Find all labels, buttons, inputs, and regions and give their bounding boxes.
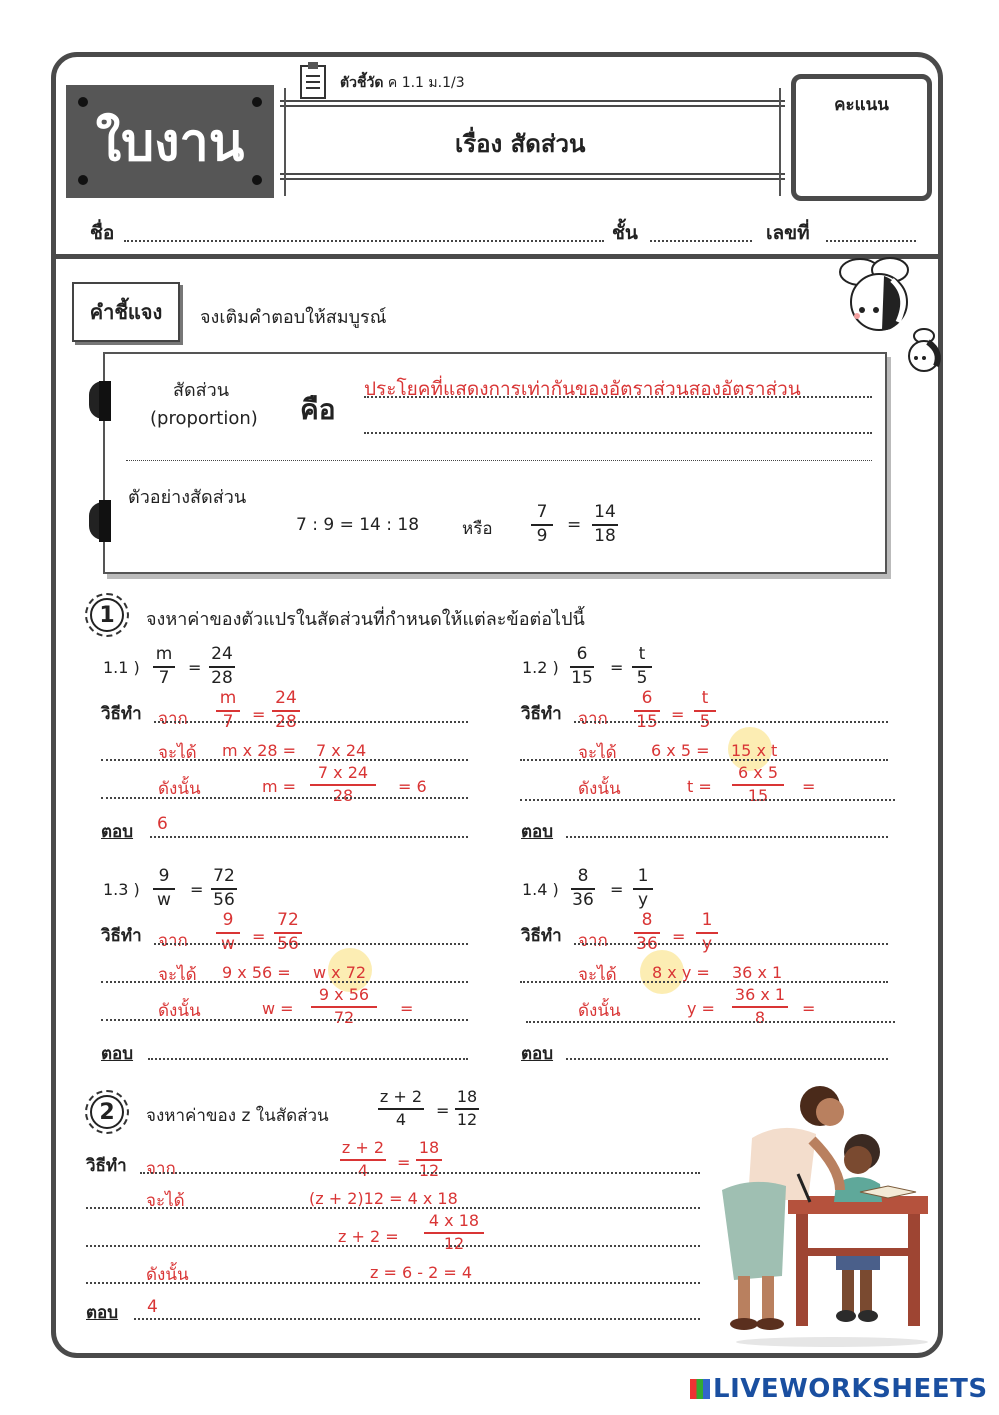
q2-fraction-left: 6 15 xyxy=(571,644,593,688)
q2-from-right: t 5 xyxy=(694,690,716,732)
class-field[interactable] xyxy=(650,240,752,242)
q1-method-label: วิธีทำ xyxy=(101,704,142,724)
q3-therefore-fraction: 9 x 56 72 xyxy=(311,987,377,1027)
name-label: ชื่อ xyxy=(90,222,115,244)
section2-answer-value: 4 xyxy=(147,1297,158,1317)
example-or: หรือ xyxy=(462,519,493,539)
q1-therefore-fraction: 7 x 24 28 xyxy=(310,765,376,805)
q4-from-left: 8 36 xyxy=(634,912,660,954)
q1-line-1[interactable] xyxy=(154,721,468,723)
section2-answer-label: ตอบ xyxy=(86,1303,119,1323)
q1-answer-label: ตอบ xyxy=(101,822,134,842)
brand-text: LIVEWORKSHEETS xyxy=(713,1374,988,1404)
number-field[interactable] xyxy=(826,240,916,242)
q3-got-right: w x 72 xyxy=(313,963,367,982)
clipboard-icon xyxy=(299,60,329,100)
section2-line-2[interactable] xyxy=(86,1207,700,1209)
q2-line-3[interactable] xyxy=(520,799,895,801)
page-title: เรื่อง สัดส่วน xyxy=(455,130,586,158)
class-label: ชั้น xyxy=(612,222,638,244)
definition-term: สัดส่วน xyxy=(173,380,230,401)
q1-answer-field[interactable] xyxy=(150,836,468,838)
q4-got-right: 36 x 1 xyxy=(732,963,783,982)
q1-label: 1.1 ) xyxy=(103,658,140,677)
q2-therefore-fraction: 6 x 5 15 xyxy=(732,765,784,805)
section2-line-4[interactable] xyxy=(86,1282,700,1284)
section2-line-3[interactable] xyxy=(86,1245,700,1247)
q2-method-label: วิธีทำ xyxy=(521,704,562,724)
score-label: คะแนน xyxy=(834,95,889,115)
q3-method-label: วิธีทำ xyxy=(101,926,142,946)
definition-answer: ประโยคที่แสดงการเท่ากันของอัตราส่วนสองอัตราส่วน xyxy=(364,378,801,400)
instruction-badge xyxy=(72,282,180,342)
section2-therefore-line: z = 6 - 2 = 4 xyxy=(370,1263,473,1282)
q3-from-right: 72 56 xyxy=(274,912,302,954)
section1-title: จงหาค่าของตัวแปรในสัดส่วนที่กำหนดให้แต่ละข้อต่อไปนี้ xyxy=(146,609,585,630)
q3-fraction-right: 72 56 xyxy=(211,868,237,910)
q1-from-right: 24 28 xyxy=(272,690,300,732)
section2-fraction-right: 18 12 xyxy=(456,1087,478,1129)
example-label: ตัวอย่างสัดส่วน xyxy=(128,487,247,508)
indicator-label: ตัวชี้วัด xyxy=(340,75,384,91)
q4-fraction-right: 1 y xyxy=(633,868,653,910)
q2-answer-label: ตอบ xyxy=(521,822,554,842)
q4-line-1[interactable] xyxy=(574,943,888,945)
indicator-value: ค 1.1 ม.1/3 xyxy=(387,75,465,91)
brand-icon xyxy=(690,1379,710,1399)
definition-is: คือ xyxy=(300,393,336,426)
q4-from-right: 1 y xyxy=(696,912,718,954)
instruction-label: คำชี้แจง xyxy=(89,300,163,324)
q3-line-2[interactable] xyxy=(101,981,468,983)
q2-got-left: 6 x 5 = xyxy=(651,741,710,760)
q4-got-left: 8 x y = xyxy=(652,963,710,982)
definition-term-en: (proportion) xyxy=(150,408,258,429)
q1-fraction-left: m 7 xyxy=(153,646,175,688)
q4-label: 1.4 ) xyxy=(522,880,559,899)
q3-line-1[interactable] xyxy=(154,943,468,945)
q3-answer-field[interactable] xyxy=(148,1058,468,1060)
definition-answer-line[interactable] xyxy=(364,396,872,398)
q1-got-right: 7 x 24 xyxy=(316,741,367,760)
section2-z2-left: z + 2 = xyxy=(338,1227,399,1246)
q3-line-3[interactable] xyxy=(101,1019,468,1021)
instruction-text: จงเติมคำตอบให้สมบูรณ์ xyxy=(200,307,387,328)
number-label: เลขที่ xyxy=(766,222,810,244)
teacher-student-illustration xyxy=(712,1080,937,1348)
q2-line-2[interactable] xyxy=(520,759,888,761)
section1-number: 1 xyxy=(85,593,129,637)
q1-line-3[interactable] xyxy=(101,797,468,799)
q1-fraction-right: 24 28 xyxy=(209,646,235,688)
header-divider xyxy=(54,254,940,259)
q2-answer-field[interactable] xyxy=(566,836,888,838)
q4-answer-field[interactable] xyxy=(566,1058,888,1060)
q3-from-left: 9 w xyxy=(216,912,240,954)
q4-method-label: วิธีทำ xyxy=(521,926,562,946)
q2-line-1[interactable] xyxy=(574,721,888,723)
section2-from-right: 18 12 xyxy=(416,1140,442,1180)
q1-got-left: m x 28 = xyxy=(222,741,297,760)
section2-answer-field[interactable] xyxy=(134,1318,700,1320)
brand-logo xyxy=(690,1374,988,1404)
section2-line-1[interactable] xyxy=(140,1172,700,1174)
q4-line-2[interactable] xyxy=(520,981,888,983)
q1-from-left: m 7 xyxy=(216,690,240,732)
section2-got-line: (z + 2)12 = 4 x 18 xyxy=(309,1189,458,1208)
section2-number: 2 xyxy=(85,1090,129,1134)
q2-fraction-right: t 5 xyxy=(632,646,652,688)
section2-title: จงหาค่าของ z ในสัดส่วน xyxy=(146,1106,329,1126)
worksheet-badge xyxy=(66,85,274,198)
q3-answer-label: ตอบ xyxy=(101,1044,134,1064)
q4-fraction-left: 8 36 xyxy=(572,866,594,910)
section2-z2-fraction: 4 x 18 12 xyxy=(424,1213,484,1253)
q4-therefore-fraction: 36 x 1 8 xyxy=(732,987,788,1027)
q4-answer-label: ตอบ xyxy=(521,1044,554,1064)
score-box[interactable] xyxy=(791,74,932,201)
example-fraction-b: 14 18 xyxy=(592,504,618,546)
badge-text: ใบงาน xyxy=(95,113,245,173)
example-ratio: 7 : 9 = 14 : 18 xyxy=(296,515,420,535)
q3-fraction-left: 9 w xyxy=(153,868,175,910)
q1-answer-value: 6 xyxy=(157,814,168,834)
example-fraction-a: 7 9 xyxy=(531,504,553,546)
section2-fraction-left: z + 2 4 xyxy=(379,1087,423,1129)
section2-method-label: วิธีทำ xyxy=(86,1156,127,1176)
section2-from-left: z + 2 4 xyxy=(341,1138,385,1180)
q1-line-2[interactable] xyxy=(101,759,468,761)
q2-label: 1.2 ) xyxy=(522,658,559,677)
q2-got-right: 15 x t xyxy=(731,741,778,760)
q4-line-3[interactable] xyxy=(526,1021,895,1023)
name-field[interactable] xyxy=(124,240,604,242)
q2-from-left: 6 15 xyxy=(634,690,660,732)
q3-got-left: 9 x 56 = xyxy=(222,963,291,982)
q3-label: 1.3 ) xyxy=(103,880,140,899)
